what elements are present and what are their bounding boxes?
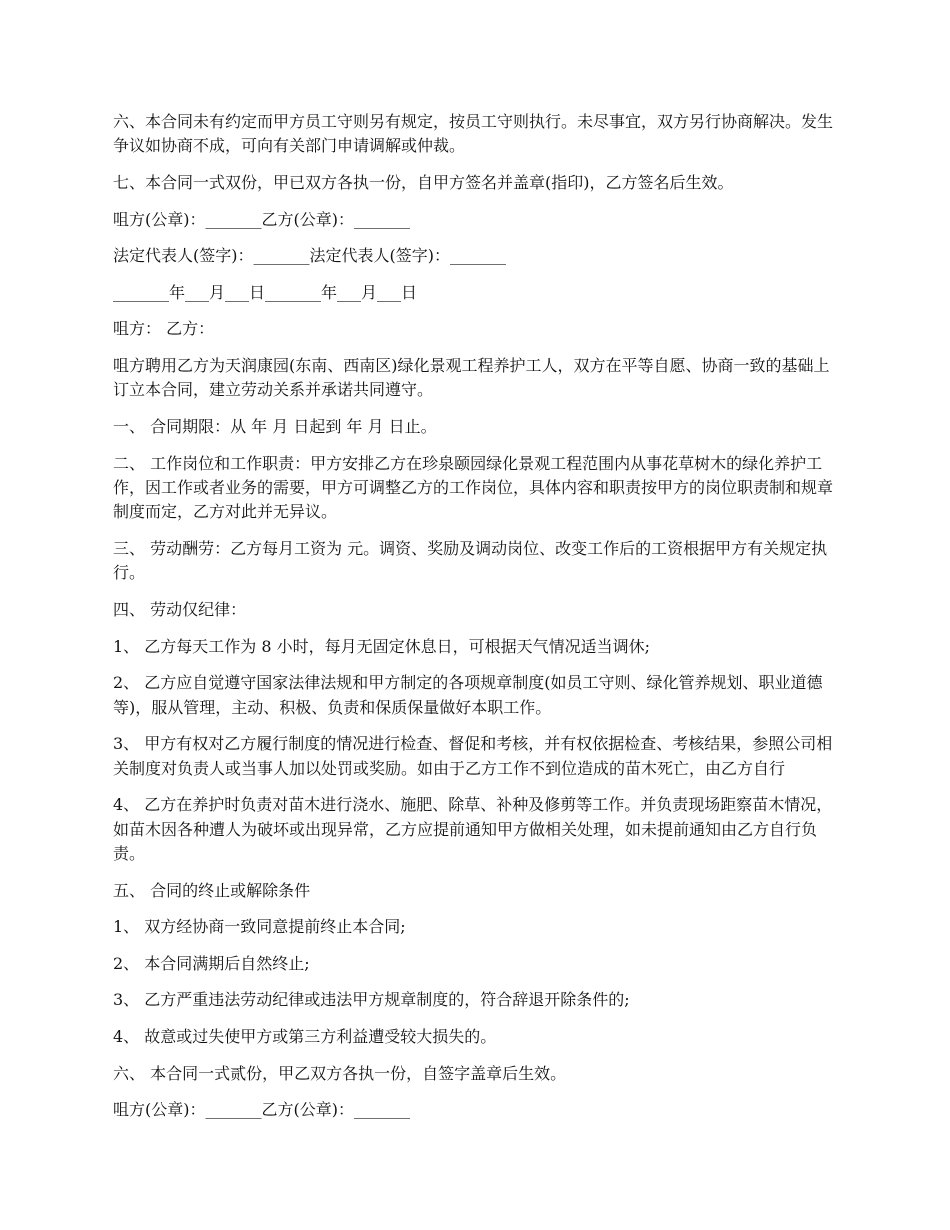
clause-five-item-1: 1、 双方经协商一致同意提前终止本合同; (113, 917, 406, 937)
date-line: _______年___月___日_______年___月___日 (113, 282, 418, 302)
clause-four-item-3: 3、 甲方有权对乙方履行制度的情况进行检查、督促和考核，并有权依据检查、考核结果，参照公司相关制度对负责人或当事人加以处罚或奖励。如由于乙方工作不到位造成的苗木死亡，由乙方自行 (113, 734, 833, 778)
clause-seven-copies: 七、本合同一式双份，甲已双方各执一份，自甲方签名并盖章(指印)，乙方签名后生效。 (113, 173, 734, 192)
clause-four-heading: 四、 劳动仅纪律： (113, 599, 247, 619)
representative-signature-line: 法定代表人(签字)：_______法定代表人(签字)：_______ (113, 246, 506, 266)
clause-four-item-1: 1、 乙方每天工作为 8 小时，每月无固定休息日，可根据天气情况适当调休; (113, 636, 651, 656)
clause-five-item-4: 4、 故意或过失使甲方或第三方利益遭受较大损失的。 (113, 1026, 497, 1046)
clause-five-item-2: 2、 本合同满期后自然终止; (113, 953, 310, 973)
clause-four-item-2: 2、 乙方应自觉遵守国家法律法规和甲方制定的各项规章制度(如员工守则、绿化管养规划、职业道德等)，服从管理，主动、积极、负责和保质保量做好本职工作。 (113, 673, 823, 717)
contract-preamble: 咀方聘用乙方为天润康园(东南、西南区)绿化景观工程养护工人，双方在平等自愿、协商一致的基础上订立本合同，建立劳动关系并承诺共同遵守。 (113, 355, 830, 400)
clause-six-rules: 六、本合同未有约定而甲方员工守则另有规定，按员工守则执行。未尽事宜，双方另行协商解决。发生争议如协商不成，可向有关部门申请调解或仲裁。 (113, 112, 834, 156)
clause-five-heading: 五、 合同的终止或解除条件 (113, 880, 311, 900)
seal-line-final: 咀方(公章)：_______乙方(公章)：_______ (113, 1100, 410, 1120)
document-page (113, 110, 843, 1135)
clause-four-item-4: 4、 乙方在养护时负责对苗木进行浇水、施肥、除草、补种及修剪等工作。并负责现场距察苗木情况，如苗木因各种遭人为破坏或出现异常，乙方应提前通知甲方做相关处理，如未提前通知由乙方自行负责。 (113, 795, 833, 863)
clause-three-pay: 三、 劳动酬劳：乙方每月工资为 元。调资、奖励及调动岗位、改变工作后的工资根据甲方有关规定执行。 (113, 538, 828, 583)
clause-two-position: 二、 工作岗位和工作职责：甲方安排乙方在珍泉颐园绿化景观工程范围内从事花草树木的绿化养护工作，因工作或者业务的需要，甲方可调整乙方的工作岗位，具体内容和职责按甲方的岗位职责制和规章制度而定，乙方对此并无异议。 (113, 453, 834, 522)
clause-one-term: 一、 合同期限：从 年 月 日起到 年 月 日止。 (113, 416, 437, 436)
seal-line: 咀方(公章)：_______乙方(公章)：_______ (113, 209, 410, 229)
clause-six-copies: 六、 本合同一式贰份，甲乙双方各执一份，自签字盖章后生效。 (113, 1063, 567, 1083)
clause-five-item-3: 3、 乙方严重违法劳动纪律或违法甲方规章制度的，符合辞退开除条件的; (113, 990, 630, 1010)
parties-line: 咀方： 乙方： (113, 319, 215, 339)
